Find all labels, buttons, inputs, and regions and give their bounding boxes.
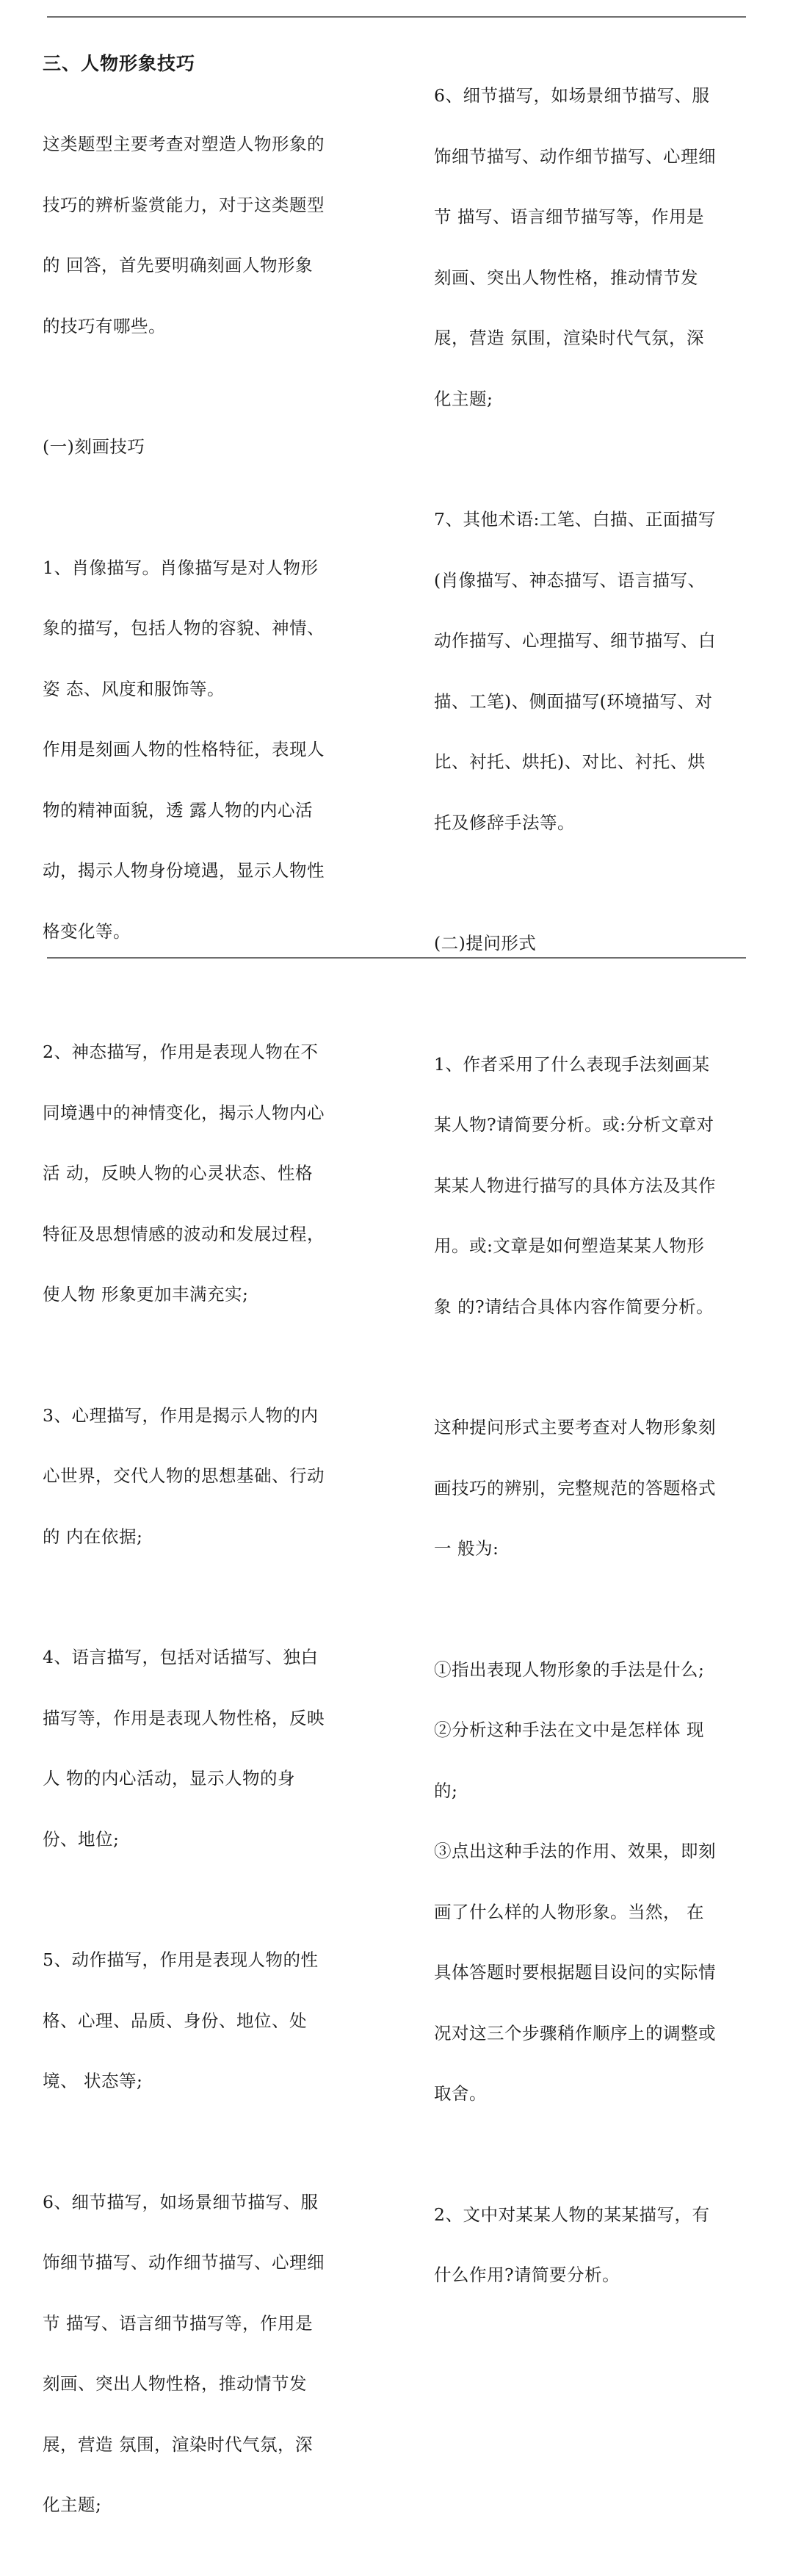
- paragraph-answer-steps: [434, 1620, 761, 2145]
- text-line: ②分析这种手法在文中是怎样体 现: [434, 1720, 704, 1740]
- text-line: 描、工笔)、侧面描写(环境描写、对: [434, 690, 713, 712]
- text-line: 的技巧有哪些。: [43, 315, 166, 336]
- text-line: (肖像描写、神态描写、语言描写、: [434, 569, 706, 591]
- text-line: 展，营造 氛围，渲染时代气氛，深: [43, 2434, 313, 2455]
- text-line: 2、神态描写，作用是表现人物在不: [43, 1042, 319, 1062]
- top-divider: [47, 16, 746, 18]
- text-line: 动，揭示人物身份境遇，显示人物性: [43, 860, 325, 881]
- text-line: 刻画、突出人物性格，推动情节发: [434, 267, 698, 288]
- text-line: 2、文中对某某人物的某某描写，有: [434, 2204, 710, 2225]
- text-line: 1、肖像描写。肖像描写是对人物形: [43, 557, 319, 578]
- paragraph-intro: [43, 94, 373, 377]
- bottom-divider: [47, 957, 746, 959]
- text-line: 比、衬托、烘托)、对比、衬托、烘: [434, 751, 706, 772]
- text-line: 格变化等。: [43, 920, 131, 942]
- paragraph-question-1: [434, 1014, 761, 1358]
- text-line: 托及修辞手法等。: [434, 812, 575, 833]
- text-line: 取舍。: [434, 2083, 487, 2104]
- paragraph-action: [43, 1910, 373, 2132]
- text-line: 用。或:文章是如何塑造某某人物形: [434, 1235, 705, 1256]
- text-line: 姿 态、风度和服饰等。: [43, 678, 225, 699]
- left-column: [43, 46, 373, 2576]
- text-line: 6、细节描写，如场景细节描写、服: [43, 2191, 319, 2212]
- paragraph-detail: [43, 2152, 373, 2556]
- text-line: 作用是刻画人物的性格特征，表现人: [43, 739, 325, 760]
- text-line: 描写等，作用是表现人物性格，反映: [43, 1707, 325, 1728]
- left-paragraphs: [43, 94, 373, 2556]
- text-line: 展，营造 氛围，渲染时代气氛，深: [434, 328, 704, 348]
- text-line: 节 描写、语言细节描写等，作用是: [43, 2312, 313, 2334]
- text-line: 物的精神面貌，透 露人物的内心活: [43, 799, 313, 820]
- text-line: 某人物?请简要分析。或:分析文章对: [434, 1114, 714, 1135]
- text-line: 同境遇中的神情变化，揭示人物内心: [43, 1102, 325, 1123]
- text-line: 份、地位;: [43, 1828, 120, 1850]
- text-line: 3、心理描写，作用是揭示人物的内: [43, 1404, 319, 1426]
- text-line: 饰细节描写、动作细节描写、心理细: [434, 145, 716, 167]
- text-line: 5、动作描写，作用是表现人物的性: [43, 1949, 319, 1970]
- text-line: 4、语言描写，包括对话描写、独白: [43, 1647, 319, 1667]
- paragraph-expression: [43, 1002, 373, 1346]
- text-line: 特征及思想情感的波动和发展过程，: [43, 1223, 325, 1244]
- subheading-question-forms: [434, 893, 761, 995]
- text-line: ①指出表现人物形象的手法是什么;: [434, 1659, 705, 1680]
- text-line: 具体答题时要根据题目设问的实际情: [434, 1962, 716, 1982]
- subheading-techniques: [43, 397, 373, 498]
- text-line: 人 物的内心活动，显示人物的身: [43, 1768, 295, 1789]
- text-line: (一)刻画技巧: [43, 436, 145, 457]
- text-line: (二)提问形式: [434, 933, 537, 953]
- text-line: 1、作者采用了什么表现手法刻画某: [434, 1053, 710, 1075]
- text-line: 技巧的辨析鉴赏能力，对于这类题型: [43, 194, 325, 215]
- text-line: 境、 状态等;: [43, 2071, 143, 2091]
- text-line: 6、细节描写，如场景细节描写、服: [434, 85, 710, 106]
- paragraph-psychology: [43, 1365, 373, 1588]
- text-line: 刻画、突出人物性格，推动情节发: [43, 2373, 307, 2394]
- text-line: 心世界，交代人物的思想基础、行动: [43, 1465, 325, 1486]
- text-line: 画技巧的辨别，完整规范的答题格式: [434, 1477, 716, 1498]
- text-line: 象 的?请结合具体内容作简要分析。: [434, 1296, 714, 1317]
- text-line: 节 描写、语言细节描写等，作用是: [434, 206, 704, 227]
- text-line: 化主题;: [43, 2494, 102, 2515]
- paragraph-other-terms: [434, 469, 761, 873]
- text-line: 使人物 形象更加丰满充实;: [43, 1284, 249, 1305]
- text-line: 这种提问形式主要考查对人物形象刻: [434, 1417, 716, 1437]
- text-line: 画了什么样的人物形象。当然， 在: [434, 1901, 704, 1922]
- text-line: 7、其他术语:工笔、白描、正面描写: [434, 509, 716, 530]
- text-line: 这类题型主要考查对塑造人物形象的: [43, 134, 325, 154]
- text-line: 动作描写、心理描写、细节描写、白: [434, 630, 716, 651]
- paragraph-portrait: [43, 518, 373, 983]
- paragraph-language: [43, 1607, 373, 1890]
- text-line: ③点出这种手法的作用、效果，即刻: [434, 1841, 716, 1861]
- text-line: 的 内在依据;: [43, 1526, 143, 1547]
- text-line: 的 回答，首先要明确刻画人物形象: [43, 255, 313, 275]
- paragraph-detail-repeat: [434, 46, 761, 450]
- text-line: 活 动，反映人物的心灵状态、性格: [43, 1163, 313, 1183]
- text-line: 的;: [434, 1780, 458, 1801]
- text-line: 什么作用?请简要分析。: [434, 2265, 620, 2285]
- text-line: 化主题;: [434, 388, 493, 409]
- paragraph-question-2: [434, 2165, 761, 2326]
- text-line: 一 般为:: [434, 1538, 499, 1559]
- right-column: [434, 46, 761, 2346]
- paragraph-answer-format: [434, 1377, 761, 1600]
- text-line: 象的描写，包括人物的容貌、神情、: [43, 618, 325, 638]
- text-line: 况对这三个步骤稍作顺序上的调整或: [434, 2022, 716, 2043]
- text-line: 格、心理、品质、身份、地位、处: [43, 2010, 307, 2031]
- section-heading: 三、人物形象技巧: [43, 53, 196, 74]
- text-line: 某某人物进行描写的具体方法及其作: [434, 1175, 716, 1196]
- text-line: 饰细节描写、动作细节描写、心理细: [43, 2252, 325, 2273]
